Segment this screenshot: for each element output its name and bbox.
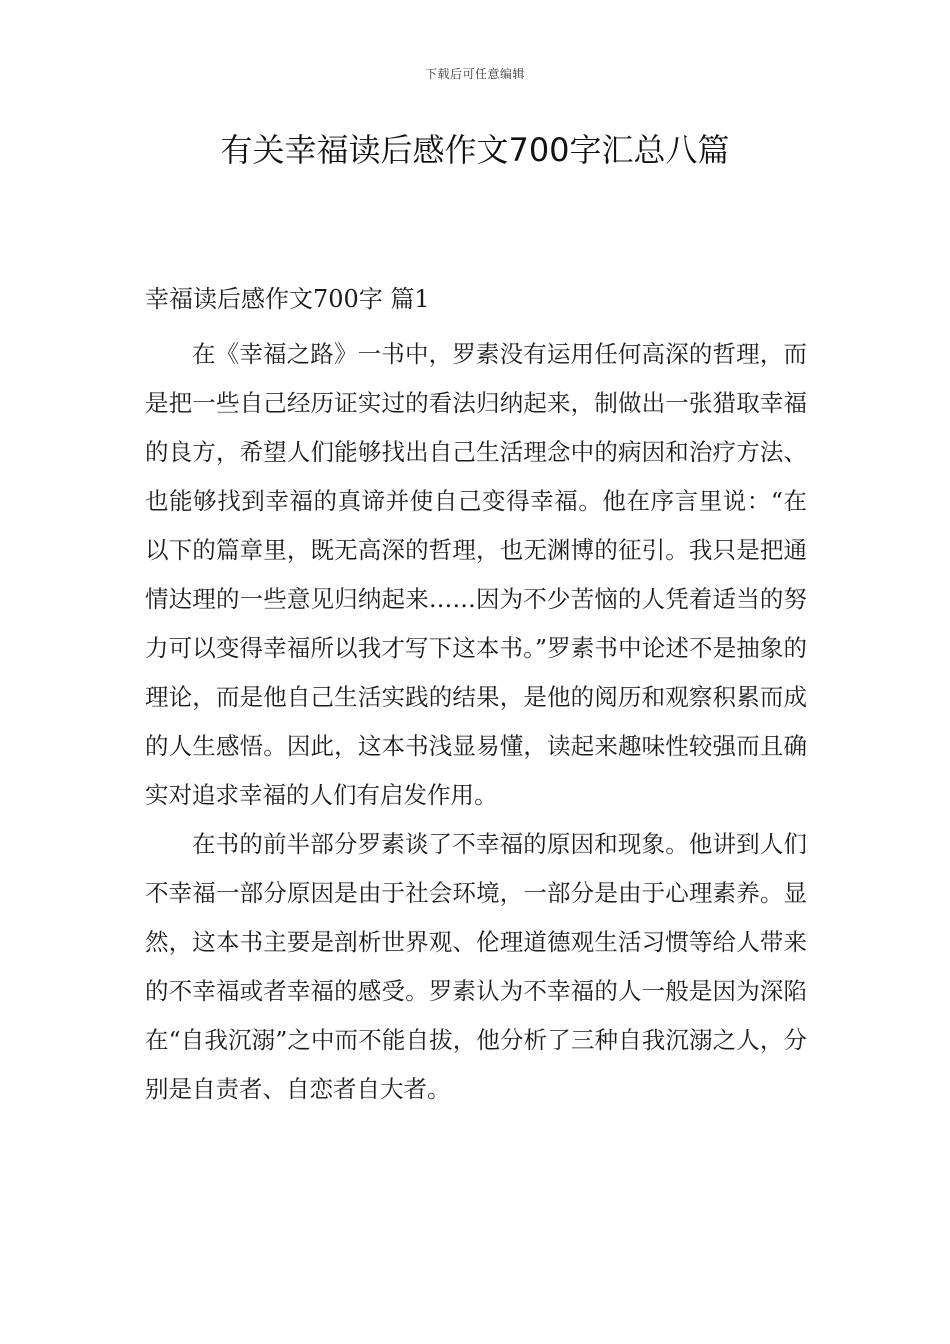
- paragraph-1: 在《幸福之路》一书中，罗素没有运用任何高深的哲理，而是把一些自己经历证实过的看法归纳起来，制做出一张猎取幸福的良方，希望人们能够找出自己生活理念中的病因和治疗方法、也能够找到幸福的真谛并使自己变得幸福。他在序言里说：“在以下的篇章里，既无高深的哲理，也无渊博的征引。我只是把通情达理的一些意见归纳起来……因为不少苦恼的人凭着适当的努力可以变得幸福所以我才写下这本书。”罗素书中论述不是抽象的理论，而是他自己生活实践的结果，是他的阅历和观察积累而成的人生感悟。因此，这本书浅显易懂，读起来趣味性较强而且确实对追求幸福的人们有启发作用。: [145, 340, 807, 809]
- section-heading: 幸福读后感作文700字 篇1: [145, 285, 430, 313]
- paragraph-2: 在书的前半部分罗素谈了不幸福的原因和现象。他讲到人们不幸福一部分原因是由于社会环境，一部分是由于心理素养。显然，这本书主要是剖析世界观、伦理道德观生活习惯等给人带来的不幸福或者幸福的感受。罗素认为不幸福的人一般是因为深陷在“自我沉溺”之中而不能自拔，他分析了三种自我沉溺之人，分别是自责者、自恋者自大者。: [145, 830, 807, 1103]
- body-text: [145, 330, 807, 1114]
- header-note: 下载后可任意编辑: [424, 67, 525, 81]
- document-title: 有关幸福读后感作文700字汇总八篇: [220, 131, 730, 169]
